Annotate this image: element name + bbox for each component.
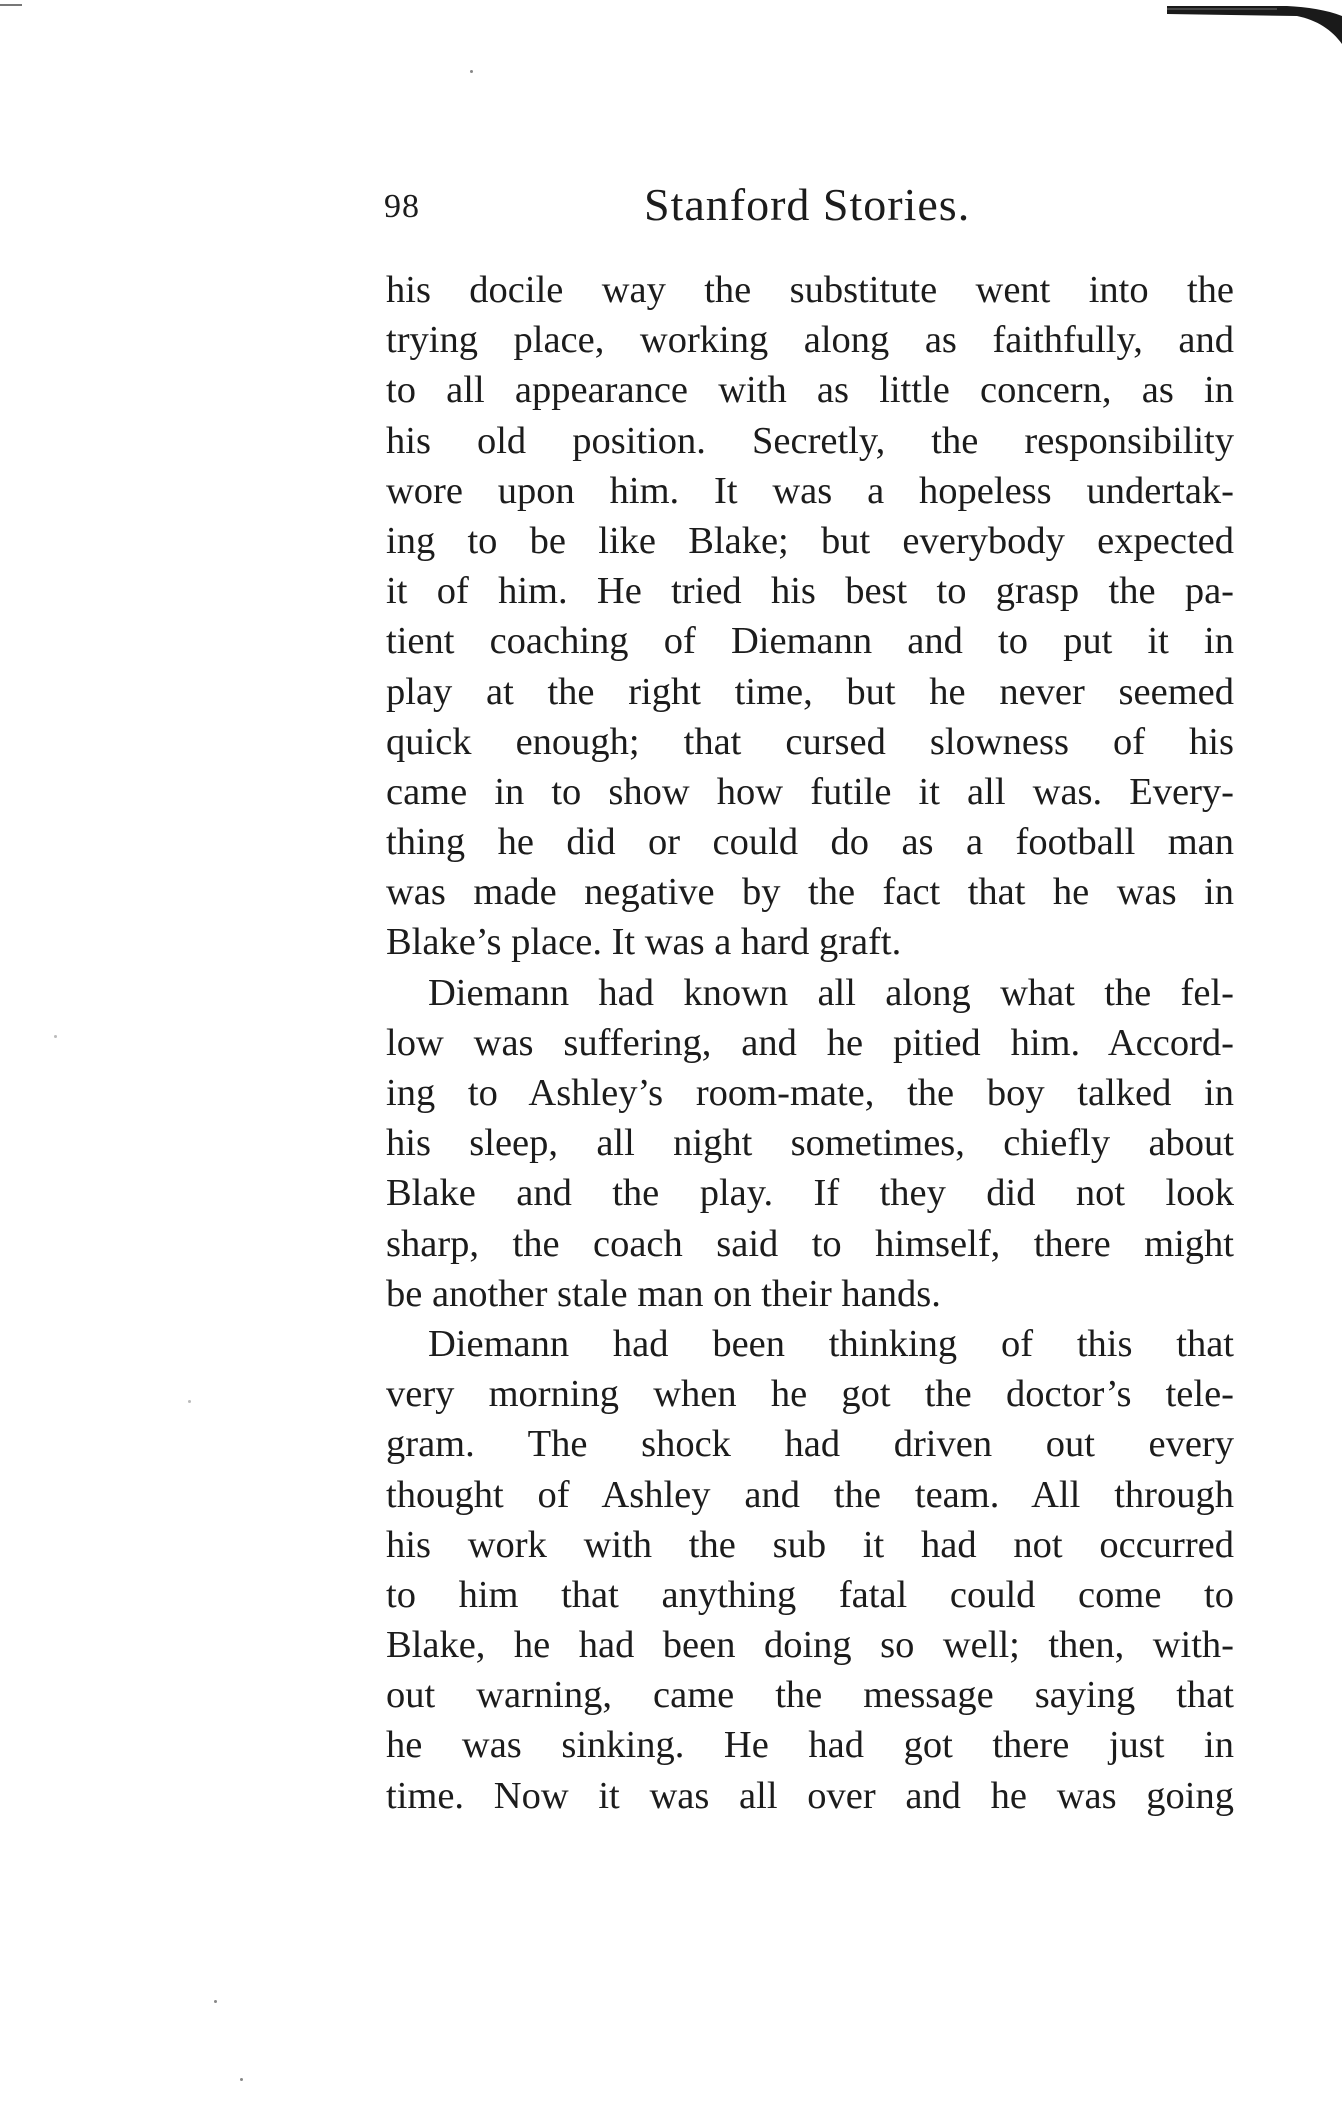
text-line: tient coaching of Diemann and to put it in: [386, 620, 1234, 663]
page-number: 98: [384, 188, 420, 225]
text-line: to all appearance with as little concern, as in: [386, 369, 1234, 412]
text-line: very morning when he got the doctor’s tele-: [386, 1373, 1234, 1416]
text-line: ing to be like Blake; but everybody expected: [386, 519, 1234, 562]
text-line: Blake, he had been doing so well; then, with-: [386, 1624, 1234, 1667]
text-line: Blake and the play. If they did not look: [386, 1172, 1234, 1215]
text-line: gram. The shock had driven out every: [386, 1423, 1234, 1466]
text-line: time. Now it was all over and he was going: [386, 1774, 1234, 1817]
scan-speck: [214, 2000, 217, 2003]
page-header: [384, 178, 1234, 248]
scan-speck: [188, 1400, 191, 1403]
text-line: trying place, working along as faithfully, and: [386, 319, 1234, 362]
scan-speck: [240, 2078, 243, 2081]
text-line: his work with the sub it had not occurred: [386, 1523, 1234, 1566]
body-text: [386, 265, 1234, 1821]
text-line: Blake’s place. It was a hard graft.: [386, 921, 902, 964]
text-line: wore upon him. It was a hopeless undertak-: [386, 469, 1234, 512]
text-line: it of him. He tried his best to grasp the pa-: [386, 570, 1234, 613]
scan-speck: [54, 1035, 57, 1038]
text-line: thing he did or could do as a football man: [386, 821, 1234, 864]
running-title: Stanford Stories.: [644, 179, 971, 230]
text-line: thought of Ashley and the team. All through: [386, 1473, 1234, 1516]
text-line: his docile way the substitute went into the: [386, 269, 1234, 311]
text-line: play at the right time, but he never seemed: [386, 670, 1234, 713]
text-line: his sleep, all night sometimes, chiefly about: [386, 1122, 1234, 1165]
text-line: was made negative by the fact that he was in: [386, 871, 1234, 914]
text-line: low was suffering, and he pitied him. Accord-: [386, 1021, 1234, 1064]
scan-speck: [470, 70, 473, 73]
text-line: Diemann had known all along what the fel-: [428, 971, 1234, 1014]
text-line: be another stale man on their hands.: [386, 1272, 941, 1315]
text-line: ing to Ashley’s room-mate, the boy talked in: [386, 1072, 1234, 1114]
text-line: quick enough; that cursed slowness of his: [386, 720, 1234, 763]
text-line: out warning, came the message saying that: [386, 1674, 1234, 1717]
text-line: Diemann had been thinking of this that: [428, 1322, 1234, 1365]
text-line: came in to show how futile it all was. Every-: [386, 770, 1234, 813]
scan-corner-artifact: [1167, 0, 1342, 44]
text-line: to him that anything fatal could come to: [386, 1573, 1234, 1616]
text-line: sharp, the coach said to himself, there might: [386, 1222, 1234, 1265]
text-line: he was sinking. He had got there just in: [386, 1724, 1234, 1767]
scan-edge-mark: [0, 4, 22, 6]
text-line: his old position. Secretly, the responsibility: [386, 419, 1234, 462]
